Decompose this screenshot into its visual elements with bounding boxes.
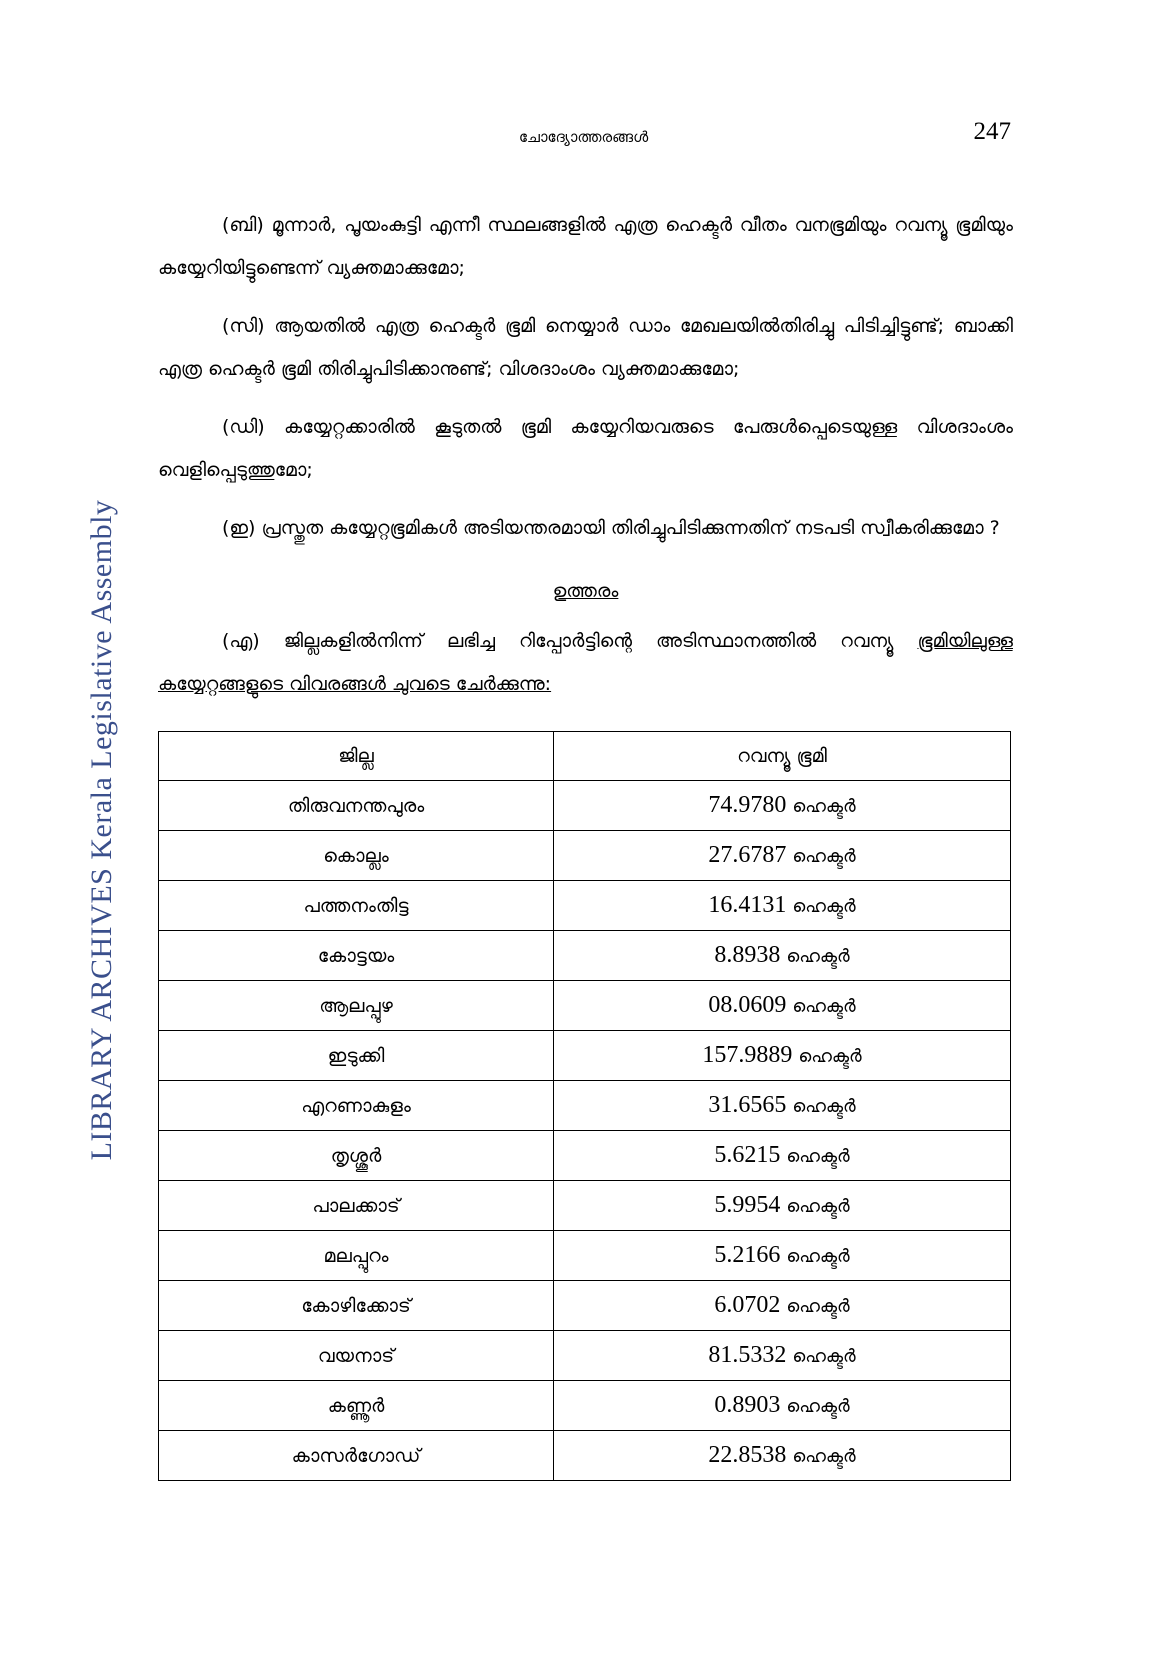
area-value: 8.8938 bbox=[714, 942, 781, 968]
area-cell bbox=[554, 1131, 1011, 1181]
district-cell: കണ്ണൂർ bbox=[159, 1381, 554, 1431]
table-row bbox=[159, 1081, 1011, 1131]
area-cell bbox=[554, 781, 1011, 831]
district-cell: കാസർഗോഡ് bbox=[159, 1431, 554, 1481]
area-unit: ഹെക്ടർ bbox=[792, 796, 856, 817]
question-c: (സി) ആയതിൽ എത്ര ഹെക്ടർ ഭൂമി നെയ്യാർ ഡാം മേഖലയിൽതിരിച്ചു പിടിച്ചിട്ടുണ്ട്; ബാക്കി എത്ര ഹെക്ടർ ഭൂമി തിരിച്ചുപിടിക്കാനുണ്ട്; വിശദാംശം വ്യക്തമാക്കുമോ; bbox=[158, 315, 1013, 380]
page-header bbox=[0, 118, 1167, 148]
question-d: (ഡി) കയ്യേറ്റക്കാരിൽ കൂടുതൽ ഭൂമി കയ്യേറിയവരുടെ പേരുൾപ്പെടെയുള്ള വിശദാംശം വെളിപ്പെടുത്തുമോ; bbox=[158, 416, 1013, 481]
table-row bbox=[159, 831, 1011, 881]
district-cell: പാലക്കാട് bbox=[159, 1181, 554, 1231]
table-row bbox=[159, 1131, 1011, 1181]
table-row bbox=[159, 931, 1011, 981]
table-header-row bbox=[159, 732, 1011, 781]
table-row bbox=[159, 1031, 1011, 1081]
district-cell: തൃശ്ശൂർ bbox=[159, 1131, 554, 1181]
area-cell bbox=[554, 981, 1011, 1031]
answer-intro bbox=[158, 620, 1013, 706]
area-value: 5.9954 bbox=[714, 1192, 781, 1218]
answer-heading: ഉത്തരം bbox=[552, 580, 619, 602]
area-unit: ഹെക്ടർ bbox=[786, 1246, 850, 1267]
area-unit: ഹെക്ടർ bbox=[792, 896, 856, 917]
area-value: 157.9889 bbox=[702, 1042, 793, 1068]
encroachment-table bbox=[158, 731, 1011, 1481]
page-title: ചോദ്യോത്തരങ്ങൾ bbox=[518, 128, 649, 146]
page-number: 247 bbox=[973, 118, 1011, 145]
area-unit: ഹെക്ടർ bbox=[798, 1046, 862, 1067]
district-column-header: ജില്ല bbox=[159, 732, 554, 781]
district-cell: ഇടുക്കി bbox=[159, 1031, 554, 1081]
area-cell bbox=[554, 1381, 1011, 1431]
table-row bbox=[159, 981, 1011, 1031]
area-value: 5.6215 bbox=[714, 1142, 781, 1168]
question-b: (ബി) മൂന്നാർ, പൂയംകുട്ടി എന്നീ സ്ഥലങ്ങളിൽ എത്ര ഹെക്ടർ വീതം വനഭൂമിയും റവന്യൂ ഭൂമിയും കയ്യേറിയിട്ടുണ്ടെന്ന് വ്യക്തമാക്കുമോ; bbox=[158, 214, 1013, 279]
area-value: 5.2166 bbox=[714, 1242, 781, 1268]
area-value: 81.5332 bbox=[708, 1342, 787, 1368]
area-cell bbox=[554, 831, 1011, 881]
area-value: 08.0609 bbox=[708, 992, 787, 1018]
table-row bbox=[159, 1381, 1011, 1431]
area-cell bbox=[554, 1231, 1011, 1281]
district-cell: വയനാട് bbox=[159, 1331, 554, 1381]
question-e: (ഇ) പ്രസ്തുത കയ്യേറ്റഭൂമികൾ അടിയന്തരമായി തിരിച്ചുപിടിക്കുന്നതിന് നടപടി സ്വീകരിക്കുമോ ? bbox=[222, 517, 1000, 539]
area-value: 74.9780 bbox=[708, 792, 787, 818]
area-cell bbox=[554, 1281, 1011, 1331]
area-unit: ഹെക്ടർ bbox=[786, 1296, 850, 1317]
district-cell: കോട്ടയം bbox=[159, 931, 554, 981]
table-row bbox=[159, 1431, 1011, 1481]
table-row bbox=[159, 1231, 1011, 1281]
library-archives-watermark: LIBRARY ARCHIVES Kerala Legislative Assembly bbox=[85, 499, 118, 1161]
revenue-land-column-header: റവന്യൂ ഭൂമി bbox=[554, 732, 1011, 781]
document-body bbox=[158, 204, 1013, 706]
area-cell bbox=[554, 931, 1011, 981]
district-cell: ആലപ്പുഴ bbox=[159, 981, 554, 1031]
area-cell bbox=[554, 1431, 1011, 1481]
area-cell bbox=[554, 1181, 1011, 1231]
area-unit: ഹെക്ടർ bbox=[786, 1196, 850, 1217]
area-unit: ഹെക്ടർ bbox=[786, 946, 850, 967]
area-value: 27.6787 bbox=[708, 842, 787, 868]
area-cell bbox=[554, 881, 1011, 931]
table-row bbox=[159, 1281, 1011, 1331]
district-cell: മലപ്പുറം bbox=[159, 1231, 554, 1281]
area-unit: ഹെക്ടർ bbox=[792, 1446, 856, 1467]
district-cell: കൊല്ലം bbox=[159, 831, 554, 881]
table-row bbox=[159, 781, 1011, 831]
district-cell: എറണാകുളം bbox=[159, 1081, 554, 1131]
area-value: 0.8903 bbox=[714, 1392, 781, 1418]
area-value: 6.0702 bbox=[714, 1292, 781, 1318]
table-row bbox=[159, 1181, 1011, 1231]
area-unit: ഹെക്ടർ bbox=[792, 996, 856, 1017]
table-row bbox=[159, 881, 1011, 931]
area-cell bbox=[554, 1031, 1011, 1081]
area-cell bbox=[554, 1081, 1011, 1131]
area-unit: ഹെക്ടർ bbox=[792, 1096, 856, 1117]
district-cell: തിരുവനന്തപുരം bbox=[159, 781, 554, 831]
district-cell: കോഴിക്കോട് bbox=[159, 1281, 554, 1331]
area-unit: ഹെക്ടർ bbox=[792, 1346, 856, 1367]
area-value: 16.4131 bbox=[708, 892, 787, 918]
district-cell: പത്തനംതിട്ട bbox=[159, 881, 554, 931]
area-unit: ഹെക്ടർ bbox=[786, 1146, 850, 1167]
answer-intro-text: (എ) ജില്ലകളിൽനിന്ന് ലഭിച്ച റിപ്പോർട്ടിന്റെ അടിസ്ഥാനത്തിൽ റവന്യൂ bbox=[222, 630, 918, 652]
area-unit: ഹെക്ടർ bbox=[792, 846, 856, 867]
area-value: 31.6565 bbox=[708, 1092, 787, 1118]
area-unit: ഹെക്ടർ bbox=[786, 1396, 850, 1417]
area-cell bbox=[554, 1331, 1011, 1381]
answer-intro-underlined: ഭൂമിയിലുള്ള കയ്യേറ്റങ്ങളുടെ വിവരങ്ങൾ ചുവടെ ചേർക്കുന്നു: bbox=[158, 630, 1013, 695]
table-row bbox=[159, 1331, 1011, 1381]
table-body bbox=[159, 781, 1011, 1481]
area-value: 22.8538 bbox=[708, 1442, 787, 1468]
